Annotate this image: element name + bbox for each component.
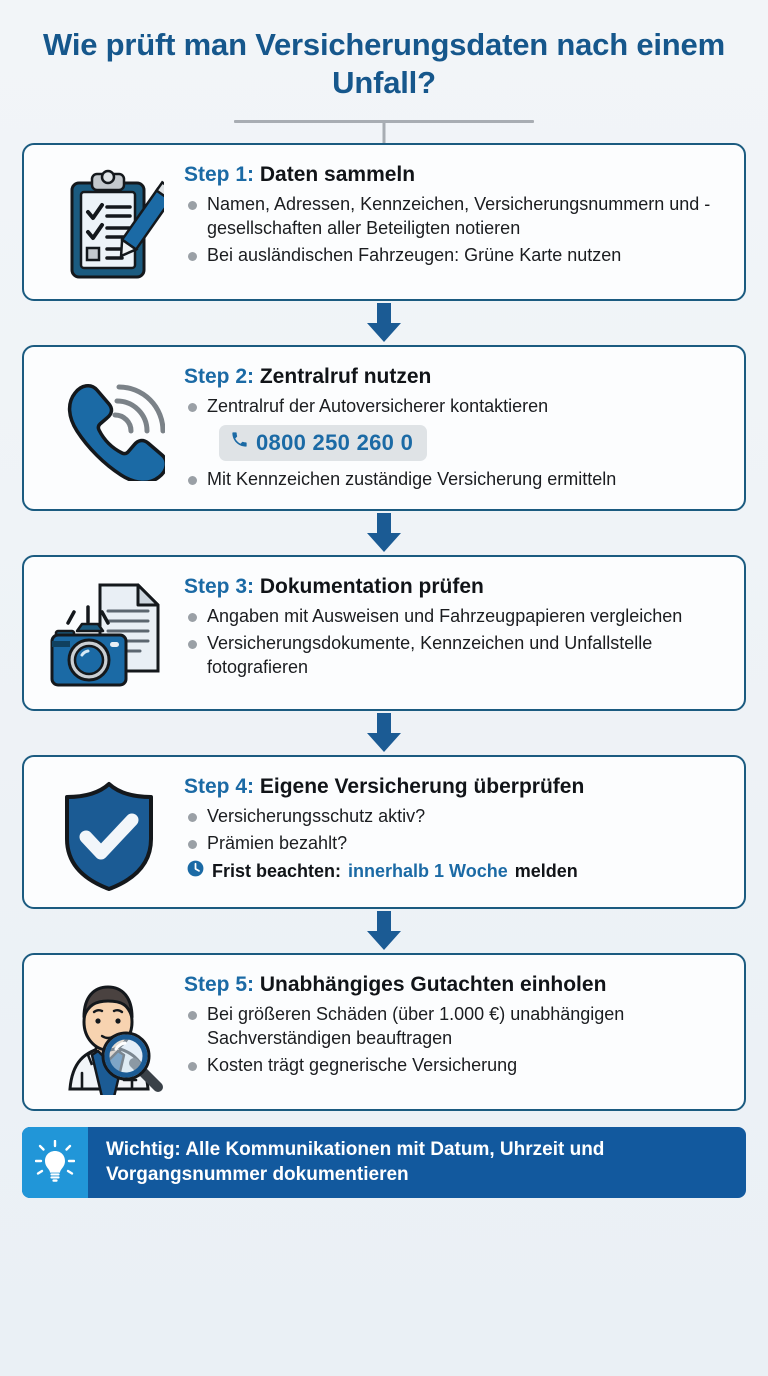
step-number-label-2: Step 2: [184, 364, 255, 388]
list-item: Namen, Adressen, Kennzeichen, Versicherungsnummern und -gesellschaften aller Beteiligten notieren [184, 193, 728, 241]
deadline-prefix: Frist beachten: [212, 860, 342, 881]
step-title-3: Dokumentation prüfen [259, 575, 484, 599]
phone-number-badge[interactable] [219, 425, 427, 461]
list-item: Prämien bezahlt? [184, 832, 728, 856]
step-body-3 [184, 571, 728, 683]
step-title-1: Daten sammeln [259, 162, 416, 186]
step-card-5[interactable] [22, 953, 746, 1111]
step-number-label-3: Step 3: [184, 575, 255, 599]
arrow-connector-3 [22, 711, 746, 755]
camera-document-icon [34, 571, 184, 695]
step-body-1 [184, 159, 728, 271]
phone-badge-row [184, 422, 728, 465]
list-item: Zentralruf der Autoversicherer kontaktieren [184, 395, 728, 419]
step-heading-4 [184, 773, 728, 800]
title-divider [234, 120, 534, 123]
step-bullets-1 [184, 193, 728, 268]
step-heading-2 [184, 363, 728, 390]
phone-icon [230, 430, 249, 456]
steps-list [0, 123, 768, 1111]
deadline-highlight: innerhalb 1 Woche [348, 860, 508, 881]
ringing-phone-icon [34, 361, 184, 481]
step-body-4 [184, 771, 728, 883]
important-note-text: Wichtig: Alle Kommunikationen mit Datum, Uhrzeit und Vorgangsnummer dokumentieren [106, 1139, 605, 1186]
header [0, 0, 768, 123]
list-item: Kosten trägt gegnerische Versicherung [184, 1054, 728, 1078]
step-heading-1 [184, 161, 728, 188]
step-bullets-5 [184, 1003, 728, 1078]
step-title-4: Eigene Versicherung überprüfen [259, 775, 585, 799]
lightbulb-icon [22, 1127, 88, 1198]
step-body-2 [184, 361, 728, 495]
important-note-banner [22, 1127, 746, 1198]
step-card-2[interactable] [22, 345, 746, 511]
list-item: Bei größeren Schäden (über 1.000 €) unabhängigen Sachverständigen beauftragen [184, 1003, 728, 1051]
phone-number: 0800 250 260 0 [256, 429, 414, 455]
deadline-suffix: melden [514, 860, 578, 881]
step-bullets-2 [184, 395, 728, 492]
step-title-2: Zentralruf nutzen [259, 364, 432, 388]
step-card-3[interactable] [22, 555, 746, 711]
clipboard-checklist-icon [34, 159, 184, 285]
page-title: Wie prüft man Versicherungsdaten nach einem Unfall? [43, 27, 725, 100]
clock-icon [186, 859, 205, 883]
step-heading-5 [184, 971, 728, 998]
list-item: Versicherungsschutz aktiv? [184, 805, 728, 829]
arrow-connector-1 [22, 301, 746, 345]
shield-check-icon [34, 771, 184, 893]
step-bullets-4 [184, 805, 728, 856]
arrow-connector-4 [22, 909, 746, 953]
list-item: Mit Kennzeichen zuständige Versicherung ermitteln [184, 468, 728, 492]
step-body-5 [184, 969, 728, 1081]
expert-magnifier-icon [34, 969, 184, 1095]
step-bullets-3 [184, 605, 728, 680]
step-title-5: Unabhängiges Gutachten einholen [259, 973, 607, 997]
list-item: Angaben mit Ausweisen und Fahrzeugpapieren vergleichen [184, 605, 728, 629]
list-item: Versicherungsdokumente, Kennzeichen und Unfallstelle fotografieren [184, 632, 728, 680]
step-card-1[interactable] [22, 143, 746, 301]
deadline-notice [184, 859, 728, 883]
step-card-4[interactable] [22, 755, 746, 909]
step-heading-3 [184, 573, 728, 600]
step-number-label-1: Step 1: [184, 162, 255, 186]
step-number-label-5: Step 5: [184, 973, 255, 997]
step-number-label-4: Step 4: [184, 775, 255, 799]
list-item: Bei ausländischen Fahrzeugen: Grüne Karte nutzen [184, 244, 728, 268]
arrow-connector-2 [22, 511, 746, 555]
